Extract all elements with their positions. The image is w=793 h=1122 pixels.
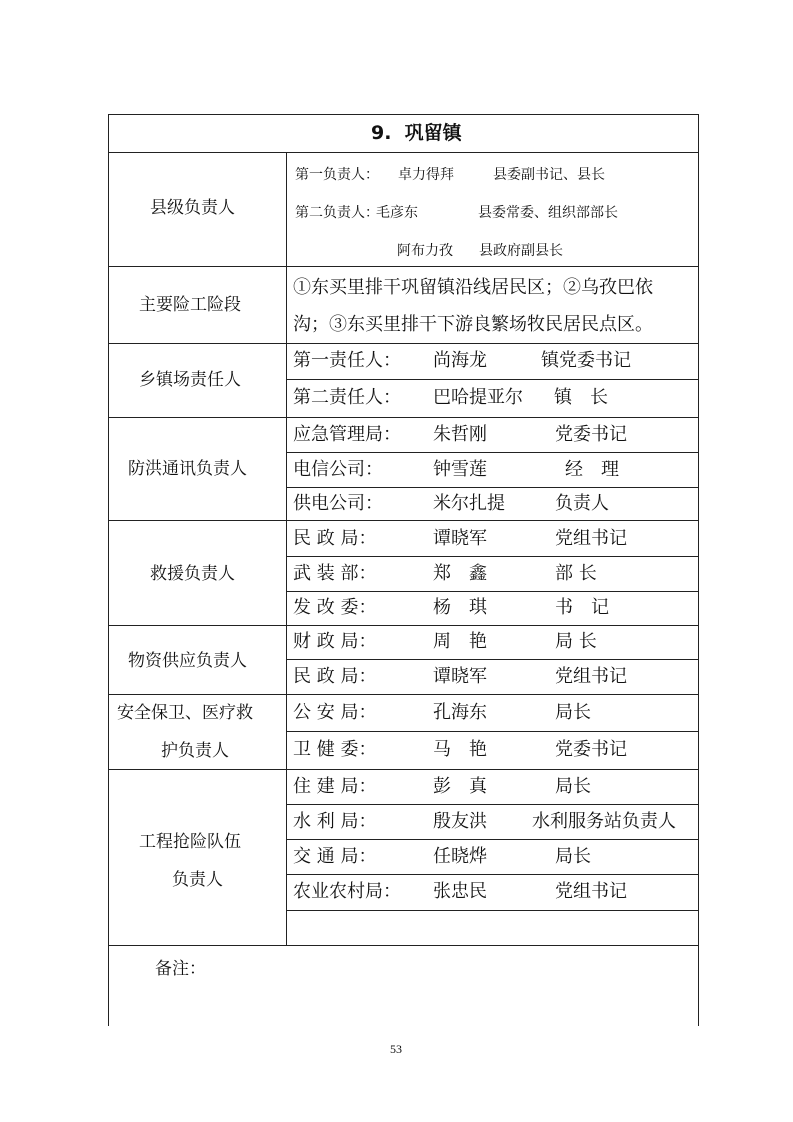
sub-row-divider (286, 659, 699, 660)
town-label: 乡镇场责任人 (139, 370, 241, 390)
sub-row-divider (286, 839, 699, 840)
row-divider (108, 694, 699, 695)
engineering-post-3: 局长 (555, 846, 591, 867)
row-divider (108, 520, 699, 521)
sub-row-divider (286, 910, 699, 911)
engineering-post-4: 党组书记 (555, 881, 627, 902)
engineering-name-3: 任晓烨 (433, 846, 487, 867)
security-label-line-2: 护负责人 (161, 741, 229, 761)
security-role-2: 卫 健 委： (293, 739, 377, 760)
engineering-label-line-1: 工程抢险队伍 (139, 832, 241, 852)
row-divider (108, 945, 699, 946)
row-divider (108, 625, 699, 626)
comm-label: 防洪通讯负责人 (128, 459, 247, 479)
town-name-2: 巴哈提亚尔 (433, 387, 523, 408)
danger-line-2: 沟；③东买里排干下游良繁场牧民居民点区。 (293, 314, 653, 335)
rescue-post-1: 党组书记 (555, 528, 627, 549)
engineering-name-2: 殷友洪 (433, 811, 487, 832)
row-divider (108, 152, 699, 153)
comm-post-1: 党委书记 (555, 424, 627, 445)
town-role-1: 第一责任人： (293, 350, 401, 371)
supply-post-1: 局 长 (555, 631, 597, 652)
comm-name-1: 朱哲刚 (433, 424, 487, 445)
security-name-2: 马 艳 (433, 739, 487, 760)
engineering-name-1: 彭 真 (433, 776, 487, 797)
page-number: 53 (390, 1042, 402, 1056)
rescue-label: 救援负责人 (150, 564, 235, 584)
county-post-1: 县委副书记、县长 (493, 167, 605, 183)
engineering-post-1: 局长 (555, 776, 591, 797)
engineering-label-line-2: 负责人 (172, 870, 223, 890)
rescue-post-3: 书 记 (555, 597, 609, 618)
county-post-3: 县政府副县长 (479, 243, 563, 259)
sub-row-divider (286, 452, 699, 453)
security-label-line-1: 安全保卫、医疗救 (117, 703, 253, 723)
engineering-name-4: 张忠民 (433, 881, 487, 902)
security-name-1: 孔海东 (433, 702, 487, 723)
sub-row-divider (286, 804, 699, 805)
engineering-role-1: 住 建 局： (293, 776, 377, 797)
town-title: 9. 巩留镇 (371, 122, 462, 144)
county-role-2: 第二负责人： (295, 205, 379, 221)
county-post-2: 县委常委、组织部部长 (478, 205, 618, 221)
sub-row-divider (286, 379, 699, 380)
engineering-role-2: 水 利 局： (293, 811, 377, 832)
danger-label: 主要险工险段 (139, 295, 241, 315)
engineering-role-4: 农业农村局： (293, 881, 401, 902)
sub-row-divider (286, 556, 699, 557)
engineering-role-3: 交 通 局： (293, 846, 377, 867)
county-role-1: 第一负责人： (295, 167, 379, 183)
supply-name-1: 周 艳 (433, 631, 487, 652)
row-divider (108, 769, 699, 770)
row-divider (108, 266, 699, 267)
town-post-1: 镇党委书记 (541, 350, 631, 371)
comm-post-2: 经 理 (565, 459, 619, 480)
comm-name-3: 米尔扎提 (433, 493, 505, 514)
sub-row-divider (286, 487, 699, 488)
supply-label: 物资供应负责人 (128, 651, 247, 671)
rescue-role-3: 发 改 委： (293, 597, 377, 618)
county-label: 县级负责人 (150, 198, 235, 218)
sub-row-divider (286, 731, 699, 732)
county-name-1: 卓力得拜 (398, 167, 454, 183)
rescue-role-1: 民 政 局： (293, 528, 377, 549)
county-name-3: 阿布力孜 (397, 243, 453, 259)
danger-line-1: ①东买里排干巩留镇沿线居民区；②乌孜巴依 (293, 277, 653, 298)
sub-row-divider (286, 591, 699, 592)
comm-name-2: 钟雪莲 (433, 459, 487, 480)
county-name-2: 毛彦东 (376, 205, 418, 221)
supply-post-2: 党组书记 (555, 666, 627, 687)
comm-role-2: 电信公司： (293, 459, 383, 480)
rescue-name-1: 谭晓军 (433, 528, 487, 549)
comm-role-1: 应急管理局： (293, 424, 401, 445)
supply-role-1: 财 政 局： (293, 631, 377, 652)
column-divider (286, 152, 287, 945)
comm-role-3: 供电公司： (293, 493, 383, 514)
town-post-2: 镇 长 (554, 387, 608, 408)
row-divider (108, 343, 699, 344)
rescue-role-2: 武 装 部： (293, 563, 377, 584)
security-post-1: 局长 (555, 702, 591, 723)
security-post-2: 党委书记 (555, 739, 627, 760)
rescue-name-3: 杨 琪 (433, 597, 487, 618)
supply-name-2: 谭晓军 (433, 666, 487, 687)
engineering-post-2: 水利服务站负责人 (532, 811, 676, 832)
town-name-1: 尚海龙 (433, 350, 487, 371)
notes-label: 备注： (155, 959, 206, 979)
row-divider (108, 417, 699, 418)
rescue-name-2: 郑 鑫 (433, 563, 487, 584)
sub-row-divider (286, 874, 699, 875)
town-role-2: 第二责任人： (293, 387, 401, 408)
rescue-post-2: 部 长 (555, 563, 597, 584)
security-role-1: 公 安 局： (293, 702, 377, 723)
supply-role-2: 民 政 局： (293, 666, 377, 687)
comm-post-3: 负责人 (555, 493, 609, 514)
